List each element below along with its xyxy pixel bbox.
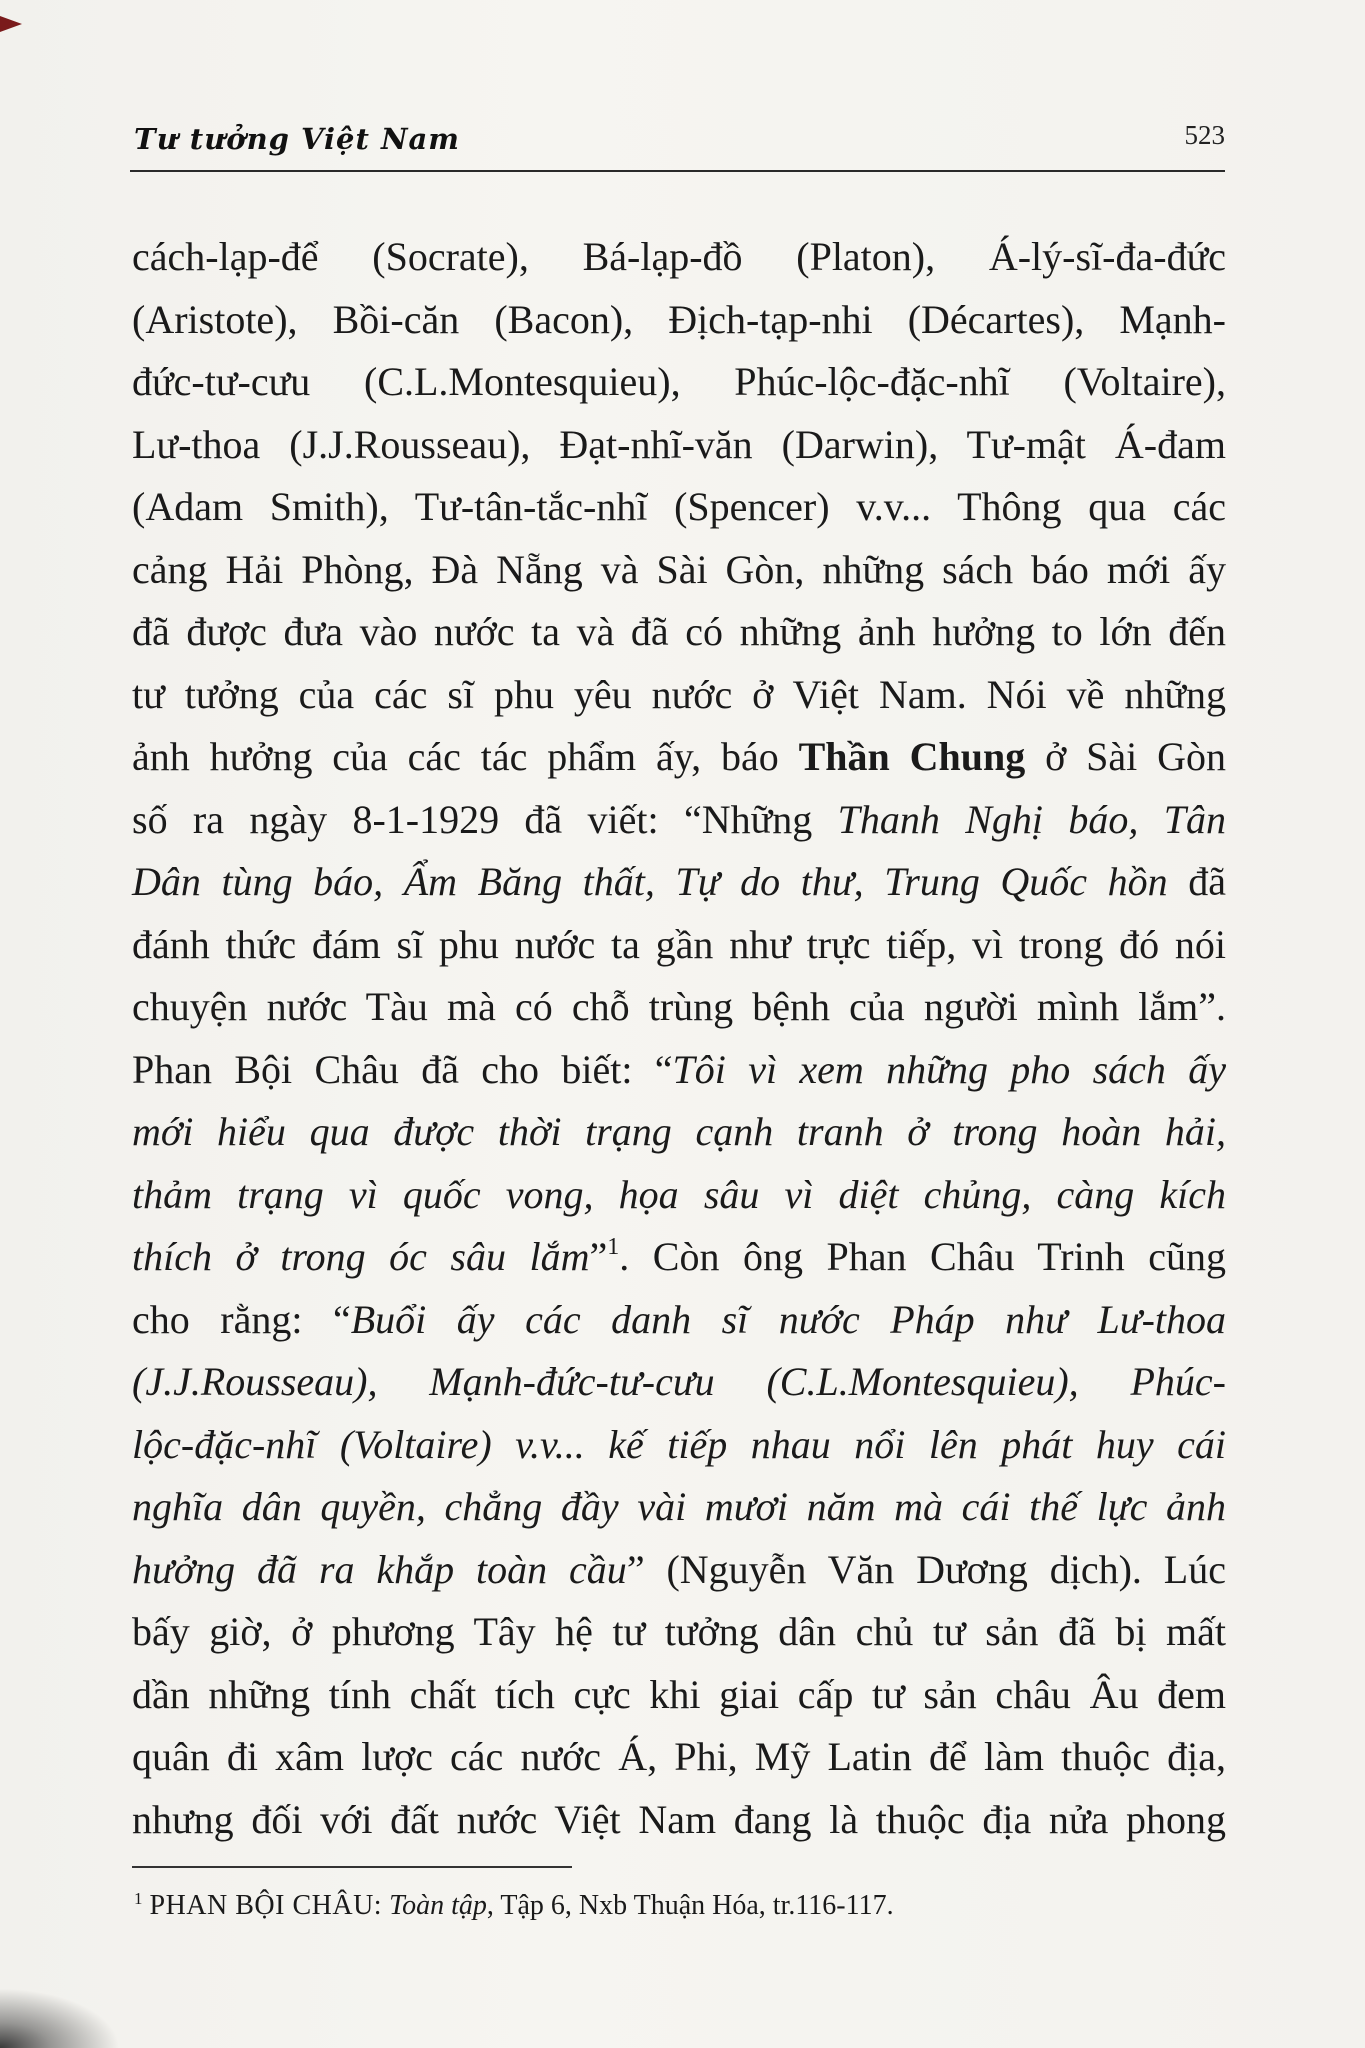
text-line: tư tưởng của các sĩ phu yêu nước ở Việt Nam. Nói về những — [132, 671, 1226, 717]
text-line: ảnh hưởng của các tác phẩm ấy, báo Thần Chung ở Sài Gòn — [132, 734, 1226, 779]
page-number: 523 — [1184, 120, 1225, 150]
text-line: (J.J.Rousseau), Mạnh-đức-tư-cưu (C.L.Montesquieu), Phúc- — [132, 1359, 1226, 1404]
footnote-marker: 1 — [134, 1889, 143, 1908]
text-line: cách-lạp-để (Socrate), Bá-lạp-đồ (Platon), Á-lý-sĩ-đa-đức — [132, 234, 1226, 279]
text-line: bấy giờ, ở phương Tây hệ tư tưởng dân chủ tư sản đã bị mất — [132, 1609, 1226, 1654]
footnote-work: Toàn tập — [389, 1890, 487, 1921]
body-text — [132, 226, 1226, 1851]
text-line: đức-tư-cưu (C.L.Montesquieu), Phúc-lộc-đặc-nhĩ (Voltaire), — [132, 359, 1226, 404]
text-line: hưởng đã ra khắp toàn cầu” (Nguyễn Văn Dương dịch). Lúc — [132, 1546, 1226, 1592]
text-line: số ra ngày 8-1-1929 đã viết: “Những Thanh Nghị báo, Tân — [132, 796, 1226, 842]
text-line: nghĩa dân quyền, chẳng đầy vài mươi năm mà cái thế lực ảnh — [132, 1484, 1226, 1529]
footnote-reference: 1 — [607, 1234, 620, 1260]
text-line: đánh thức đám sĩ phu nước ta gần như trực tiếp, vì trong đó nói — [132, 921, 1226, 967]
footnote-divider — [132, 1866, 572, 1868]
text-line: cho rằng: “Buổi ấy các danh sĩ nước Pháp như Lư-thoa — [132, 1296, 1226, 1342]
newspaper-name: Thần Chung — [798, 734, 1026, 779]
text-line: lộc-đặc-nhĩ (Voltaire) v.v... kế tiếp nhau nổi lên phát huy cái — [132, 1421, 1226, 1467]
text-line: Phan Bội Châu đã cho biết: “Tôi vì xem những pho sách ấy — [132, 1046, 1226, 1092]
text-line: cảng Hải Phòng, Đà Nẵng và Sài Gòn, những sách báo mới ấy — [132, 546, 1226, 592]
text-line: (Adam Smith), Tư-tân-tắc-nhĩ (Spencer) v.v... Thông qua các — [132, 484, 1226, 529]
text-line: thích ở trong óc sâu lắm”$^1$. Còn ông Phan Châu Trinh cũng — [132, 1234, 1227, 1279]
text-line: nhưng đối với đất nước Việt Nam đang là thuộc địa nửa phong — [132, 1796, 1226, 1842]
footnote-details: , Tập 6, Nxb Thuận Hóa, tr.116-117. — [486, 1890, 894, 1921]
text-line: Dân tùng báo, Ẩm Băng thất, Tự do thư, Trung Quốc hồn đã — [132, 859, 1226, 904]
running-title: Tư tưởng Việt Nam — [134, 122, 460, 156]
text-line: chuyện nước Tàu mà có chỗ trùng bệnh của người mình lắm”. — [132, 984, 1226, 1029]
text-line: thảm trạng vì quốc vong, họa sâu vì diệt chủng, càng kích — [132, 1171, 1226, 1217]
text-line: quân đi xâm lược các nước Á, Phi, Mỹ Latin để làm thuộc địa, — [132, 1734, 1226, 1779]
text-line: mới hiểu qua được thời trạng cạnh tranh ở trong hoàn hải, — [132, 1109, 1226, 1154]
page-header — [130, 118, 1225, 172]
corner-marker — [0, 16, 22, 32]
footnote — [134, 1890, 894, 1922]
text-line: Lư-thoa (J.J.Rousseau), Đạt-nhĩ-văn (Darwin), Tư-mật Á-đam — [132, 421, 1226, 467]
text-line: dần những tính chất tích cực khi giai cấp tư sản châu Âu đem — [132, 1671, 1226, 1717]
text-line: đã được đưa vào nước ta và đã có những ảnh hưởng to lớn đến — [132, 609, 1226, 654]
text-line: (Aristote), Bồi-căn (Bacon), Địch-tạp-nhi (Décartes), Mạnh- — [132, 296, 1226, 342]
footnote-author: PHAN BỘI CHÂU: — [149, 1890, 383, 1921]
page-edge-shadow — [0, 1988, 120, 2048]
